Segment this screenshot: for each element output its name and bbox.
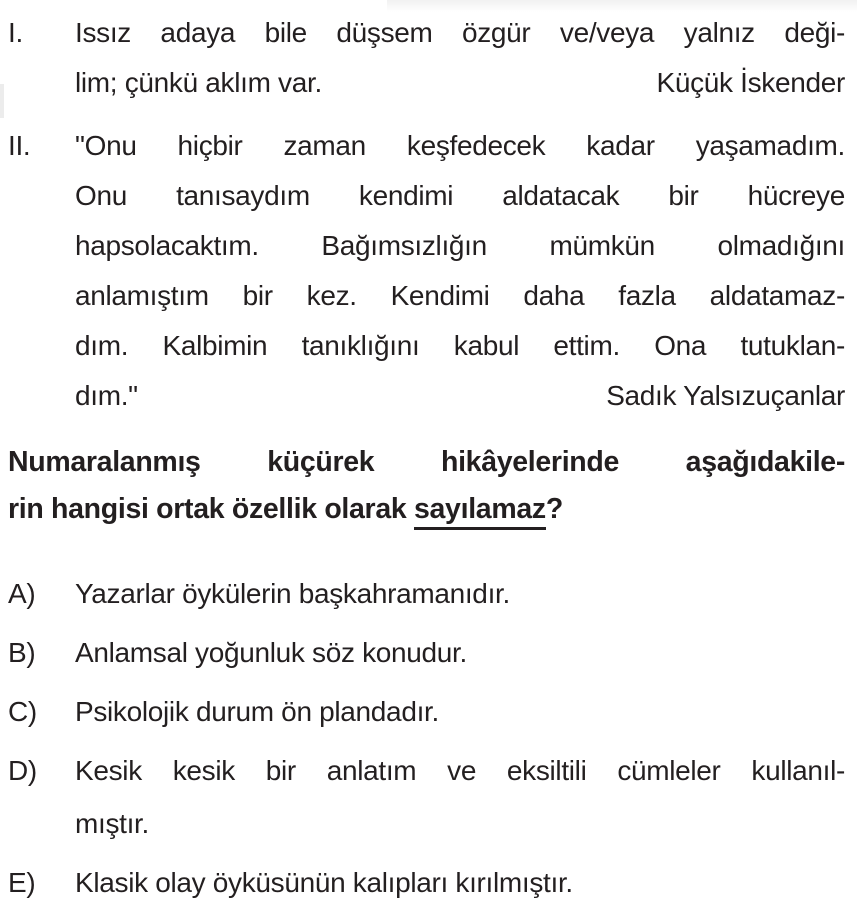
passage-2-last-line: dım.": [75, 380, 138, 411]
passage-2-line-3: hapsolacaktım. Bağımsızlığın mümkün olmadığını: [75, 230, 845, 261]
option-c-letter: C): [8, 696, 37, 727]
passage-1-last-line: lim; çünkü aklım var.: [75, 67, 322, 98]
passage-2-author: Sadık Yalsızuçanlar: [606, 380, 845, 411]
option-d-text: Kesik kesik bir anlatım ve eksiltili cümleler kullanıl-: [75, 755, 845, 786]
option-c-text: Psikolojik durum ön plandadır.: [75, 696, 439, 727]
option-a: [8, 567, 845, 620]
passage-2-line-5: dım. Kalbimin tanıklığını kabul ettim. Ona tutuklan-: [75, 330, 845, 361]
option-a-letter: A): [8, 578, 36, 609]
option-b: [8, 626, 845, 679]
question-mark: ?: [545, 493, 563, 525]
question-underlined-word: sayılamaz: [414, 493, 546, 530]
passage-2-line-2: Onu tanısaydım kendimi aldatacak bir hücreye: [75, 180, 845, 211]
passage-1: [8, 8, 845, 108]
passage-2-line-4: anlamıştım bir kez. Kendimi daha fazla aldatamaz-: [75, 280, 845, 311]
option-c: [8, 685, 845, 738]
passage-2-line-1: "Onu hiçbir zaman keşfedecek kadar yaşamadım.: [75, 130, 845, 161]
passage-2: [8, 121, 845, 421]
passage-1-line-1: Issız adaya bile düşsem özgür ve/veya yalnız deği-: [75, 17, 845, 48]
option-e-letter: E): [8, 867, 36, 898]
question-stem-line-2: [8, 486, 845, 533]
option-e: [8, 856, 845, 909]
question-stem-line-1: Numaralanmış küçürek hikâyelerinde aşağıdakile-: [8, 446, 845, 478]
passage-2-numeral: II.: [8, 130, 31, 161]
passage-1-numeral: I.: [8, 17, 23, 48]
option-b-text: Anlamsal yoğunluk söz konudur.: [75, 637, 467, 668]
scan-edge-artifact: [0, 84, 4, 118]
option-d: [8, 744, 845, 850]
question-stem: [8, 439, 845, 533]
question-stem-line-2-prefix: rin hangisi ortak özellik olarak: [8, 493, 414, 525]
option-e-text: Klasik olay öyküsünün kalıpları kırılmıştır.: [75, 867, 573, 898]
passage-1-author: Küçük İskender: [656, 67, 845, 98]
option-d-letter: D): [8, 755, 37, 786]
answer-options: [8, 567, 845, 909]
option-d-text-line-2: mıştır.: [75, 808, 149, 839]
option-b-letter: B): [8, 637, 36, 668]
option-a-text: Yazarlar öykülerin başkahramanıdır.: [75, 578, 510, 609]
